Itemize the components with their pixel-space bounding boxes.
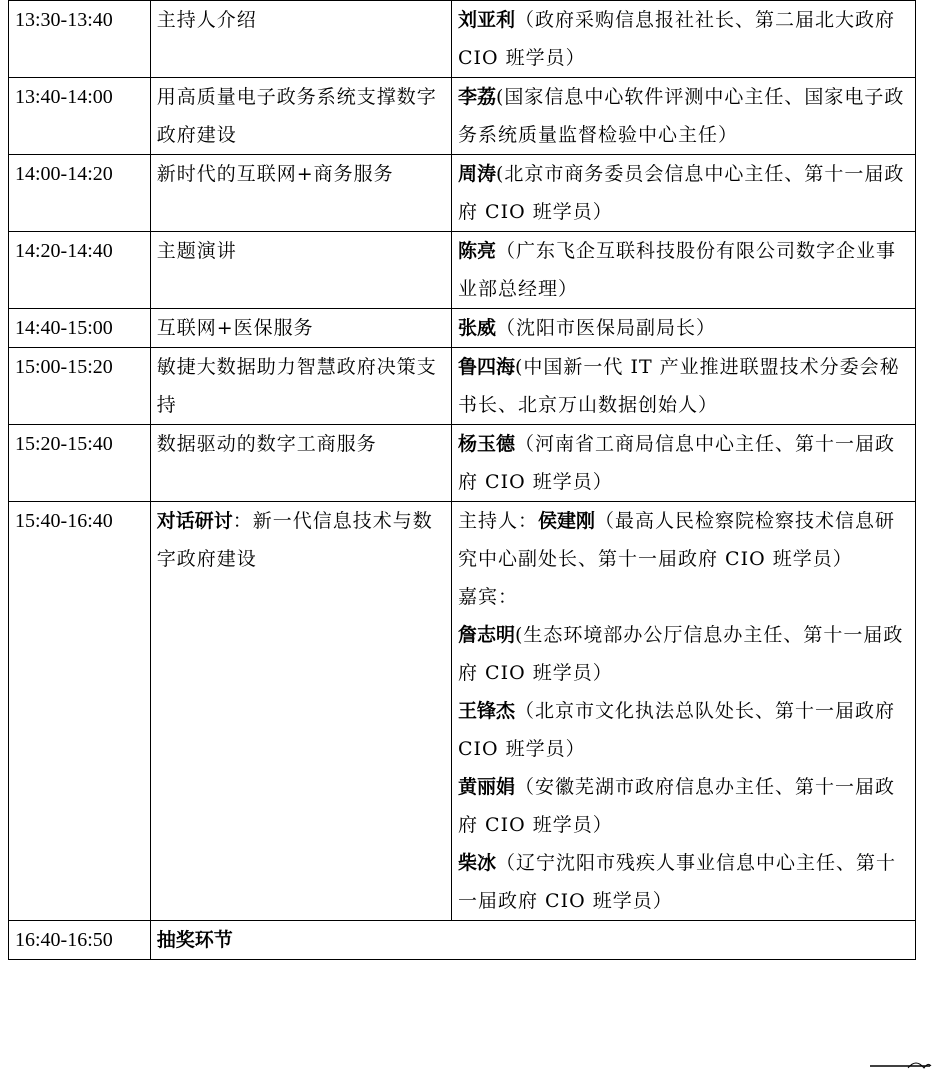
speaker-cell xyxy=(452,309,916,348)
dialogue-topic-rest: ：新一代信息技术与数字政府建设 xyxy=(156,510,433,570)
table-row xyxy=(9,425,916,502)
topic-cell: 主题演讲 xyxy=(150,232,451,309)
host-name: 侯建刚 xyxy=(538,510,596,532)
guests-label: 嘉宾： xyxy=(458,586,519,608)
speaker-description: (国家信息中心软件评测中心主任、国家电子政务系统质量监督检验中心主任） xyxy=(458,86,905,146)
time-cell: 13:40-14:00 xyxy=(9,78,151,155)
speaker-name: 李荔 xyxy=(458,86,497,108)
topic-cell: 用高质量电子政务系统支撑数字政府建设 xyxy=(150,78,451,155)
speaker-cell xyxy=(452,1,916,78)
time-cell: 13:30-13:40 xyxy=(9,1,151,78)
host-description: （最高人民检察院检察技术信息研究中心副处长、第十一届政府 CIO 班学员） xyxy=(458,510,896,570)
speaker-description: (中国新一代 IT 产业推进联盟技术分委会秘书长、北京万山数据创始人） xyxy=(458,356,900,416)
guest-line xyxy=(458,768,909,844)
time-cell: 14:00-14:20 xyxy=(9,155,151,232)
table-row xyxy=(9,1,916,78)
speaker-name: 周涛 xyxy=(458,163,497,185)
corner-scribble-mark xyxy=(868,1056,932,1070)
topic-cell: 主持人介绍 xyxy=(150,1,451,78)
table-row xyxy=(9,232,916,309)
guest-name: 柴冰 xyxy=(458,852,497,874)
time-cell: 15:00-15:20 xyxy=(9,348,151,425)
speaker-name: 杨玉德 xyxy=(458,433,516,455)
guest-name: 王锋杰 xyxy=(458,700,516,722)
table-row-dialogue xyxy=(9,502,916,921)
guest-name: 詹志明 xyxy=(458,624,516,646)
topic-cell: 敏捷大数据助力智慧政府决策支持 xyxy=(150,348,451,425)
guest-description: （辽宁沈阳市残疾人事业信息中心主任、第十一届政府 CIO 班学员） xyxy=(458,852,897,912)
guest-line xyxy=(458,616,909,692)
agenda-table xyxy=(8,0,916,960)
time-cell: 15:20-15:40 xyxy=(9,425,151,502)
time-cell: 16:40-16:50 xyxy=(9,921,151,960)
guest-line xyxy=(458,692,909,768)
speaker-cell xyxy=(452,425,916,502)
speaker-cell xyxy=(452,78,916,155)
topic-cell xyxy=(150,502,451,921)
speaker-name: 张威 xyxy=(458,317,497,339)
guest-line xyxy=(458,844,909,920)
time-cell: 14:20-14:40 xyxy=(9,232,151,309)
speaker-description: （河南省工商局信息中心主任、第十一届政府 CIO 班学员） xyxy=(458,433,896,493)
speaker-cell xyxy=(452,155,916,232)
speaker-name: 刘亚利 xyxy=(458,9,516,31)
table-row xyxy=(9,309,916,348)
guest-name: 黄丽娟 xyxy=(458,776,516,798)
final-label: 抽奖环节 xyxy=(156,929,233,951)
topic-cell: 数据驱动的数字工商服务 xyxy=(150,425,451,502)
table-row xyxy=(9,155,916,232)
guest-description: （北京市文化执法总队处长、第十一届政府 CIO 班学员） xyxy=(458,700,896,760)
speaker-description: （沈阳市医保局副局长） xyxy=(496,317,717,339)
speaker-name: 鲁四海 xyxy=(458,356,516,378)
table-row-final xyxy=(9,921,916,960)
topic-cell: 新时代的互联网+商务服务 xyxy=(150,155,451,232)
speaker-name: 陈亮 xyxy=(458,240,497,262)
topic-cell: 互联网+医保服务 xyxy=(150,309,451,348)
speaker-description: （广东飞企互联科技股份有限公司数字企业事业部总经理） xyxy=(458,240,897,300)
guest-description: (生态环境部办公厅信息办主任、第十一届政府 CIO 班学员） xyxy=(458,624,904,684)
speaker-cell xyxy=(452,502,916,921)
dialogue-topic-lead: 对话研讨 xyxy=(156,510,233,532)
host-label: 主持人： xyxy=(458,510,539,532)
time-cell: 14:40-15:00 xyxy=(9,309,151,348)
speaker-description: （政府采购信息报社社长、第二届北大政府 CIO 班学员） xyxy=(458,9,896,69)
time-cell: 15:40-16:40 xyxy=(9,502,151,921)
host-line xyxy=(458,502,909,578)
final-label-cell xyxy=(150,921,915,960)
table-row xyxy=(9,348,916,425)
speaker-description: (北京市商务委员会信息中心主任、第十一届政府 CIO 班学员） xyxy=(458,163,905,223)
speaker-cell xyxy=(452,232,916,309)
speaker-cell xyxy=(452,348,916,425)
guest-description: （安徽芜湖市政府信息办主任、第十一届政府 CIO 班学员） xyxy=(458,776,896,836)
table-row xyxy=(9,78,916,155)
